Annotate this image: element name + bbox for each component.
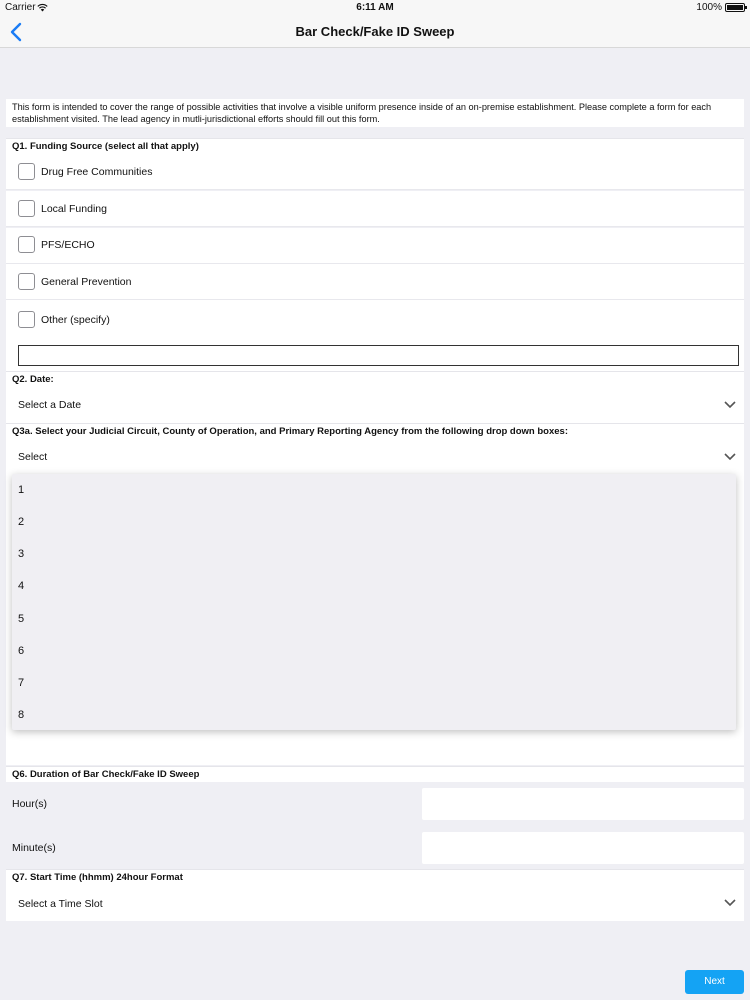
checkbox-drug-free-communities[interactable]	[6, 154, 744, 190]
dropdown-option[interactable]: 8	[18, 709, 25, 721]
date-select-placeholder: Select a Date	[18, 399, 82, 411]
checkbox-pfs-echo[interactable]	[6, 228, 744, 264]
checkbox-label: Local Funding	[41, 203, 107, 215]
checkbox-label: General Prevention	[41, 276, 132, 288]
dropdown-option[interactable]: 4	[18, 580, 25, 592]
battery-percent: 100%	[696, 2, 722, 13]
dropdown-option[interactable]: 2	[18, 516, 25, 528]
hours-input[interactable]	[422, 788, 744, 820]
time-slot-select[interactable]	[6, 885, 744, 921]
hours-label: Hour(s)	[12, 798, 48, 810]
q7-label: Q7. Start Time (hhmm) 24hour Format	[6, 869, 744, 885]
minutes-label: Minute(s)	[12, 842, 56, 854]
checkbox-icon[interactable]	[18, 273, 35, 290]
next-button[interactable]: Next	[685, 970, 744, 994]
checkbox-general-prevention[interactable]	[6, 264, 744, 300]
chevron-down-icon	[724, 401, 736, 409]
q2-label: Q2. Date:	[6, 371, 744, 387]
checkbox-local-funding[interactable]	[6, 191, 744, 227]
intro-text: This form is intended to cover the range of possible activities that involve a visible uniform presence inside of an on-premise establishment. Please complete a form for each establishment visited. The lead agency in mutli-jurisdictional efforts should fill out this form.	[6, 99, 744, 127]
q1-label: Q1. Funding Source (select all that apply)	[6, 138, 744, 154]
chevron-down-icon	[724, 453, 736, 461]
judicial-circuit-select[interactable]	[6, 439, 744, 475]
checkbox-icon[interactable]	[18, 311, 35, 328]
checkbox-label: Other (specify)	[41, 314, 110, 326]
checkbox-icon[interactable]	[18, 200, 35, 217]
q3a-label: Q3a. Select your Judicial Circuit, County of Operation, and Primary Reporting Agency from the following drop down boxes:	[6, 423, 744, 439]
checkbox-icon[interactable]	[18, 163, 35, 180]
battery-icon	[725, 3, 745, 12]
date-select[interactable]	[6, 387, 744, 423]
dropdown-option[interactable]: 7	[18, 677, 25, 689]
status-bar	[0, 0, 750, 16]
other-specify-input[interactable]	[18, 345, 739, 366]
carrier-label: Carrier	[5, 2, 36, 13]
checkbox-label: PFS/ECHO	[41, 239, 95, 251]
clock: 6:11 AM	[356, 2, 394, 13]
checkbox-other-specify[interactable]	[6, 300, 744, 338]
minutes-input[interactable]	[422, 832, 744, 864]
circuit-select-placeholder: Select	[18, 451, 48, 463]
q6-label: Q6. Duration of Bar Check/Fake ID Sweep	[6, 766, 744, 782]
time-slot-placeholder: Select a Time Slot	[18, 898, 103, 910]
dropdown-option[interactable]: 3	[18, 548, 25, 560]
minutes-row	[6, 828, 744, 868]
checkbox-icon[interactable]	[18, 236, 35, 253]
dropdown-option[interactable]: 5	[18, 613, 25, 625]
page-title: Bar Check/Fake ID Sweep	[295, 24, 455, 39]
chevron-down-icon	[724, 899, 736, 907]
navigation-bar	[0, 16, 750, 48]
dropdown-option[interactable]: 6	[18, 645, 25, 657]
circuit-dropdown-list[interactable]	[12, 474, 736, 730]
hours-row	[6, 784, 744, 824]
dropdown-option[interactable]: 1	[18, 484, 25, 496]
checkbox-label: Drug Free Communities	[41, 166, 153, 178]
